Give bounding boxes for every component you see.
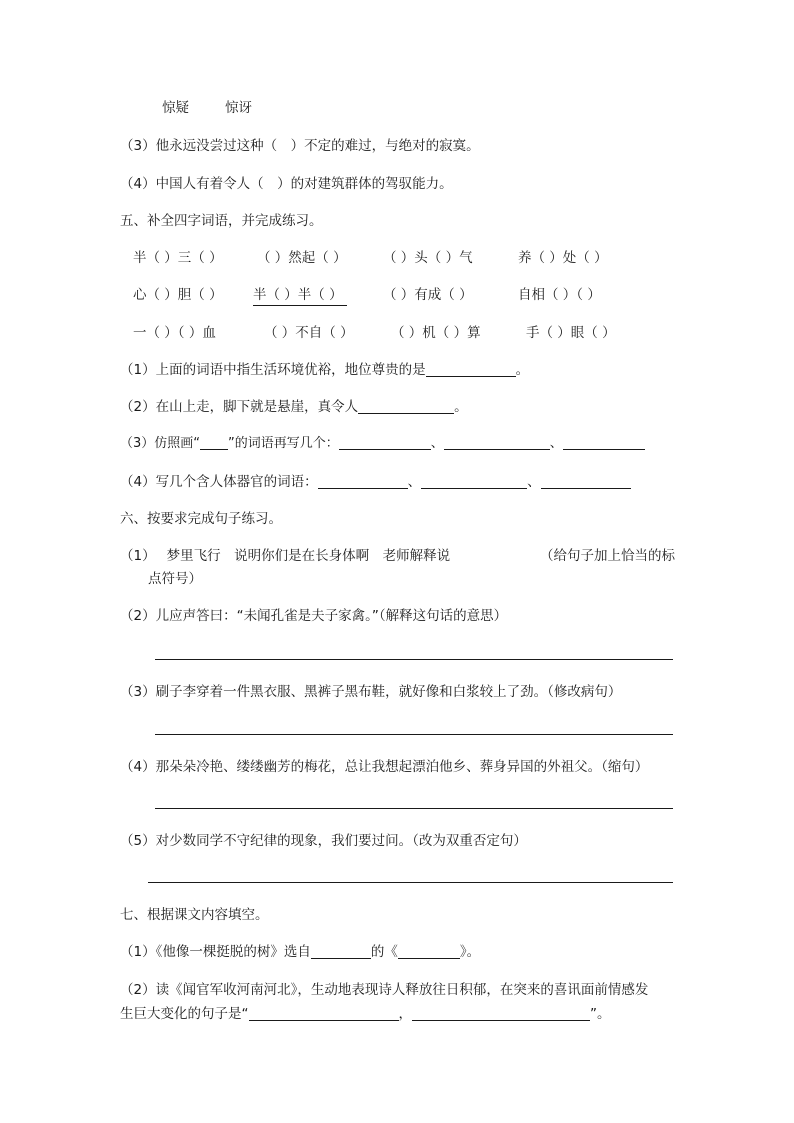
comma: ， bbox=[398, 1006, 412, 1022]
idiom-3-1: 一（ ）（ ）血 bbox=[133, 325, 216, 341]
section-7-title: 七、根据课文内容填空。 bbox=[120, 907, 269, 923]
question-7-2-line-2 bbox=[120, 1005, 611, 1023]
idiom-2-1: 心（ ）胆（ ） bbox=[133, 287, 223, 303]
question-7-2-line-1: （2）读《闻官军收河南河北》，生动地表现诗人释放往日积郁，在突来的喜讯面前情感发 bbox=[120, 982, 649, 998]
separator: 、 bbox=[430, 436, 444, 451]
question-7-2-text-b: 生巨大变化的句子是“ bbox=[120, 1006, 249, 1022]
period: 。 bbox=[454, 399, 468, 415]
question-5-3-text-a: （3）仿照画“ bbox=[120, 436, 201, 451]
question-7-2-text-d: ”。 bbox=[590, 1006, 611, 1022]
question-5-2 bbox=[120, 398, 468, 416]
idiom-2-2-underlined: 半（ ）半（ ） bbox=[253, 286, 347, 306]
question-5-1-text: （1）上面的词语中指生活环境优裕，地位尊贵的是 bbox=[120, 362, 426, 378]
word-option-2: 惊讶 bbox=[225, 100, 252, 116]
answer-blank[interactable] bbox=[421, 474, 527, 489]
idiom-1-3: （ ）头（ ）气 bbox=[383, 250, 473, 266]
question-6-3: （3）刷子李穿着一件黑衣服、黑裤子黑布鞋，就好像和白浆较上了劲。（修改病句） bbox=[120, 684, 622, 700]
question-5-2-text: （2）在山上走，脚下就是悬崖，真令人 bbox=[120, 399, 359, 415]
separator: 、 bbox=[549, 436, 563, 451]
question-7-1 bbox=[120, 943, 480, 961]
question-6-1-text: （1） 梦里飞行 说明你们是在长身体啊 老师解释说 bbox=[120, 548, 451, 564]
answer-line[interactable] bbox=[148, 882, 673, 883]
separator: 、 bbox=[407, 474, 422, 490]
answer-blank[interactable] bbox=[311, 944, 371, 959]
example-underline bbox=[200, 435, 228, 450]
idiom-1-2: （ ）然起（ ） bbox=[257, 250, 347, 266]
separator: 、 bbox=[527, 474, 541, 490]
question-6-1-instruction-cont: 点符号） bbox=[148, 571, 202, 587]
answer-blank[interactable] bbox=[318, 474, 408, 489]
answer-line[interactable] bbox=[155, 808, 673, 809]
answer-blank[interactable] bbox=[398, 944, 460, 959]
question-6-4: （4）那朵朵冷艳、缕缕幽芳的梅花，总让我想起漂泊他乡、葬身异国的外祖父。（缩句） bbox=[120, 759, 649, 775]
idiom-1-4: 养（ ）处（ ） bbox=[518, 250, 608, 266]
question-7-1-text-c: 》。 bbox=[459, 944, 481, 960]
question-5-4 bbox=[120, 473, 631, 491]
period: 。 bbox=[515, 362, 530, 378]
answer-blank[interactable] bbox=[358, 399, 454, 414]
idiom-3-4: 手（ ）眼（ ） bbox=[526, 325, 616, 341]
answer-blank[interactable] bbox=[444, 435, 550, 450]
answer-blank[interactable] bbox=[426, 362, 516, 377]
idiom-2-3: （ ）有成（ ） bbox=[383, 287, 473, 303]
idiom-3-3: （ ）机（ ）算 bbox=[391, 325, 481, 341]
question-4-3: （3）他永远没尝过这种（ ）不定的难过，与绝对的寂寞。 bbox=[120, 138, 480, 154]
idiom-1-1: 半（ ）三（ ） bbox=[133, 250, 223, 266]
answer-line[interactable] bbox=[155, 734, 673, 735]
idiom-3-2: （ ）不自（ ） bbox=[264, 325, 354, 341]
idiom-2-4: 自相（ ）（ ） bbox=[518, 287, 601, 303]
section-5-title: 五、补全四字词语，并完成练习。 bbox=[120, 213, 323, 229]
answer-blank[interactable] bbox=[412, 1006, 590, 1021]
section-6-title: 六、按要求完成句子练习。 bbox=[120, 511, 282, 527]
question-5-1 bbox=[120, 361, 529, 379]
answer-blank[interactable] bbox=[541, 474, 631, 489]
question-7-1-text-a: （1）《他像一棵挺脱的树》选自 bbox=[120, 944, 311, 960]
answer-line[interactable] bbox=[155, 659, 673, 660]
answer-blank[interactable] bbox=[563, 435, 645, 450]
answer-blank[interactable] bbox=[249, 1006, 399, 1021]
question-6-5: （5）对少数同学不守纪律的现象，我们要过问。（改为双重否定句） bbox=[120, 833, 527, 849]
question-6-1-instruction: （给句子加上恰当的标 bbox=[540, 548, 675, 564]
question-6-2: （2）儿应声答曰：“未闻孔雀是夫子家禽。”（解释这句话的意思） bbox=[120, 608, 508, 624]
question-7-1-text-b: 的《 bbox=[370, 944, 398, 960]
question-5-3 bbox=[120, 435, 645, 453]
question-5-4-text: （4）写几个含人体器官的词语： bbox=[120, 474, 318, 490]
question-4-4: （4）中国人有着令人（ ）的对建筑群体的驾驭能力。 bbox=[120, 176, 453, 192]
answer-blank[interactable] bbox=[339, 435, 431, 450]
question-5-3-text-b: ”的词语再写几个： bbox=[228, 436, 339, 451]
word-option-1: 惊疑 bbox=[162, 100, 189, 116]
